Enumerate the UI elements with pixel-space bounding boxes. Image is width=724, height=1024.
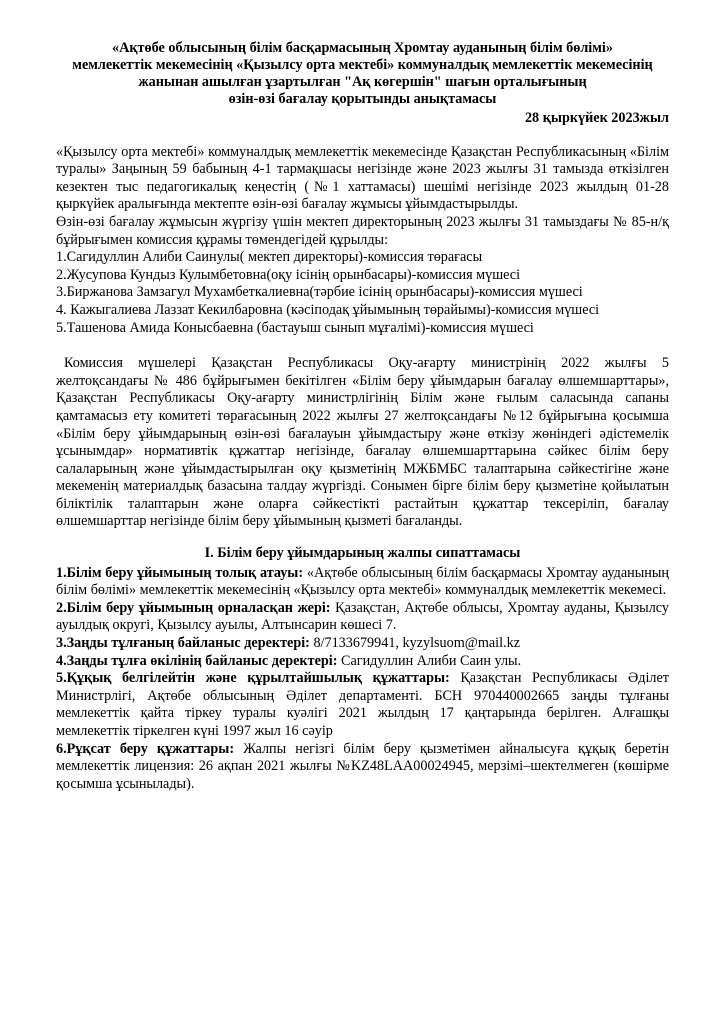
- section-item-location: [56, 600, 669, 635]
- item-text: «Ақтөбе облысының білім басқармасы Хромтау ауданының білім бөлімі» мемлекеттік мекемесінің «Қызылсу орта мектебі» коммуналдық мемлекеттік мекемесі.: [56, 564, 669, 599]
- intro-paragraph-3: Комиссия мүшелері Қазақстан Республикасы Оқу-ағарту министрінің 2022 жылғы 5 желтоқсандағы № 486 бұйрығымен бекітілген «Білім беру ұйымдарын бағалау өлшемшарттары», Қазақстан Республикасы Оқу-ағарту министрлігінің Білім және ғылым саласында сапаны қамтамасыз ету комитеті төрағасының 2022 жылғы 27 желтоқсандағы №12 бұйрығына қосымша «Білім беру ұйымдарының өзін-өзі бағалауын ұйымдастыру және өткізу жөніндегі әдістемелік ұсынымдар» нормативтік құжаттар негізінде, бағалау өлшемшарттарына сәйкес білім беру салаларының және ұйымдастырылған оқу қызметінің МЖБМБС талаптарына сәйкестігіне және мекеменің материалдық базасына талдау жүргізді. Сонымен бірге білім беру қызметіне қойылатын біліктілік талаптарын және оларға сәйкестікті растайтын құжаттар тексеріліп, бағалау өлшемшарттар негізінде білім беру ұйымының қызметі бағаланды.: [56, 355, 669, 530]
- item-text: Жалпы негізгі білім беру қызметімен айналысуға құқық беретін мемлекеттік лицензия: 26 ақпан 2021 жылғы №KZ48LAA00024945, мерзімі–шектелмеген (көшірме қосымша ұсынылады).: [56, 740, 670, 792]
- title-line-4: өзін-өзі бағалау қорытынды анықтамасы: [228, 91, 497, 107]
- item-label: 4.Заңды тұлға өкілінің байланыс деректері:: [56, 652, 338, 669]
- section-item-representative: [56, 653, 669, 671]
- item-text: Қазақстан, Ақтөбе облысы, Хромтау ауданы, Қызылсу ауылдық округі, Қызылсу ауылы, Алтынсарин көшесі 7.: [56, 599, 669, 634]
- item-text: Сагидуллин Алиби Саин улы.: [337, 652, 522, 669]
- commission-members-list: [56, 249, 669, 337]
- item-text: 8/7133679941, kyzylsuom@mail.kz: [309, 635, 521, 652]
- section-title: I. Білім беру ұйымдарының жалпы сипаттамасы: [204, 545, 521, 562]
- document-title: [56, 40, 669, 108]
- item-text: Қазақстан Республикасы Әділет Министрлігі, Ақтөбе облысының Әділет департаменті. БСН 970440002665 заңды тұлғаны мемлекеттік қайта тіркеу туралы куәлігі 2021 жылдың 17 қаңтарында берілген. Алғашқы мемлекеттік тіркелген күні 1997 жыл 16 сәуір: [56, 670, 669, 739]
- item-label: 5.Құқық белгілейтін және құрылтайшылық құжаттары:: [56, 670, 450, 687]
- item-label: 1.Білім беру ұйымының толық атауы:: [56, 564, 304, 581]
- commission-member: 4. Кажыгалиева Лаззат Кекилбаровна (кәсіподақ ұйымының төрайымы)-комиссия мүшесі: [56, 301, 600, 318]
- item-label: 3.Заңды тұлғаның байланыс деректері:: [56, 635, 310, 652]
- item-label: 6.Рұқсат беру құжаттары:: [56, 740, 235, 757]
- document-date: 28 қыркүйек 2023жыл: [524, 110, 669, 126]
- section-item-full-name: [56, 565, 669, 600]
- title-line-3: жанынан ашылған ұзартылған "Ақ көгершін" шағын орталығының: [138, 74, 587, 90]
- commission-member: 2.Жусупова Кундыз Кулымбетовна(оқу ісінің орынбасары)-комиссия мүшесі: [56, 266, 521, 283]
- intro-paragraph-1: «Қызылсу орта мектебі» коммуналдық мемлекеттік мекемесінде Қазақстан Республикасының «Білім туралы» Заңының 59 бабының 4-1 тармақшасы негізінде және 2023 жылғы 31 тамызда өткізілген кезектен тыс педагогикалық кеңестің (№1 хаттамасы) шешімі негізінде 2023 жылдың 01-28 қыркүйек аралығында мектепте өзін-өзі бағалау жұмысы ұйымдастырылды.: [56, 143, 669, 213]
- section-item-permits: [56, 741, 669, 794]
- title-line-1: «Ақтөбе облысының білім басқармасының Хромтау ауданының білім бөлімі»: [112, 40, 613, 56]
- title-line-2: мемлекеттік мекемесінің «Қызылсу орта мектебі» коммуналдық мемлекеттік мекемесінің: [72, 57, 653, 73]
- commission-member: 1.Сагидуллин Алиби Саинулы( мектеп директоры)-комиссия төрағасы: [56, 249, 483, 266]
- section-item-founding-documents: [56, 670, 669, 740]
- commission-member: 5.Ташенова Амида Конысбаевна (бастауыш сынып мұғалімі)-комиссия мүшесі: [56, 319, 534, 336]
- section-item-contacts: [56, 635, 669, 653]
- item-label: 2.Білім беру ұйымының орналасқан жері:: [56, 599, 331, 616]
- document-page: [56, 40, 669, 793]
- intro-paragraph-2: Өзін-өзі бағалау жұмысын жүргізу үшін мектеп директорының 2023 жылғы 31 тамыздағы № 85-н/қ бұйрығымен комиссия құрамы төмендегідей құрылды:: [56, 213, 669, 248]
- commission-member: 3.Биржанова Замзагул Мухамбеткалиевна(тәрбие ісінің орынбасары)-комиссия мүшесі: [56, 284, 583, 301]
